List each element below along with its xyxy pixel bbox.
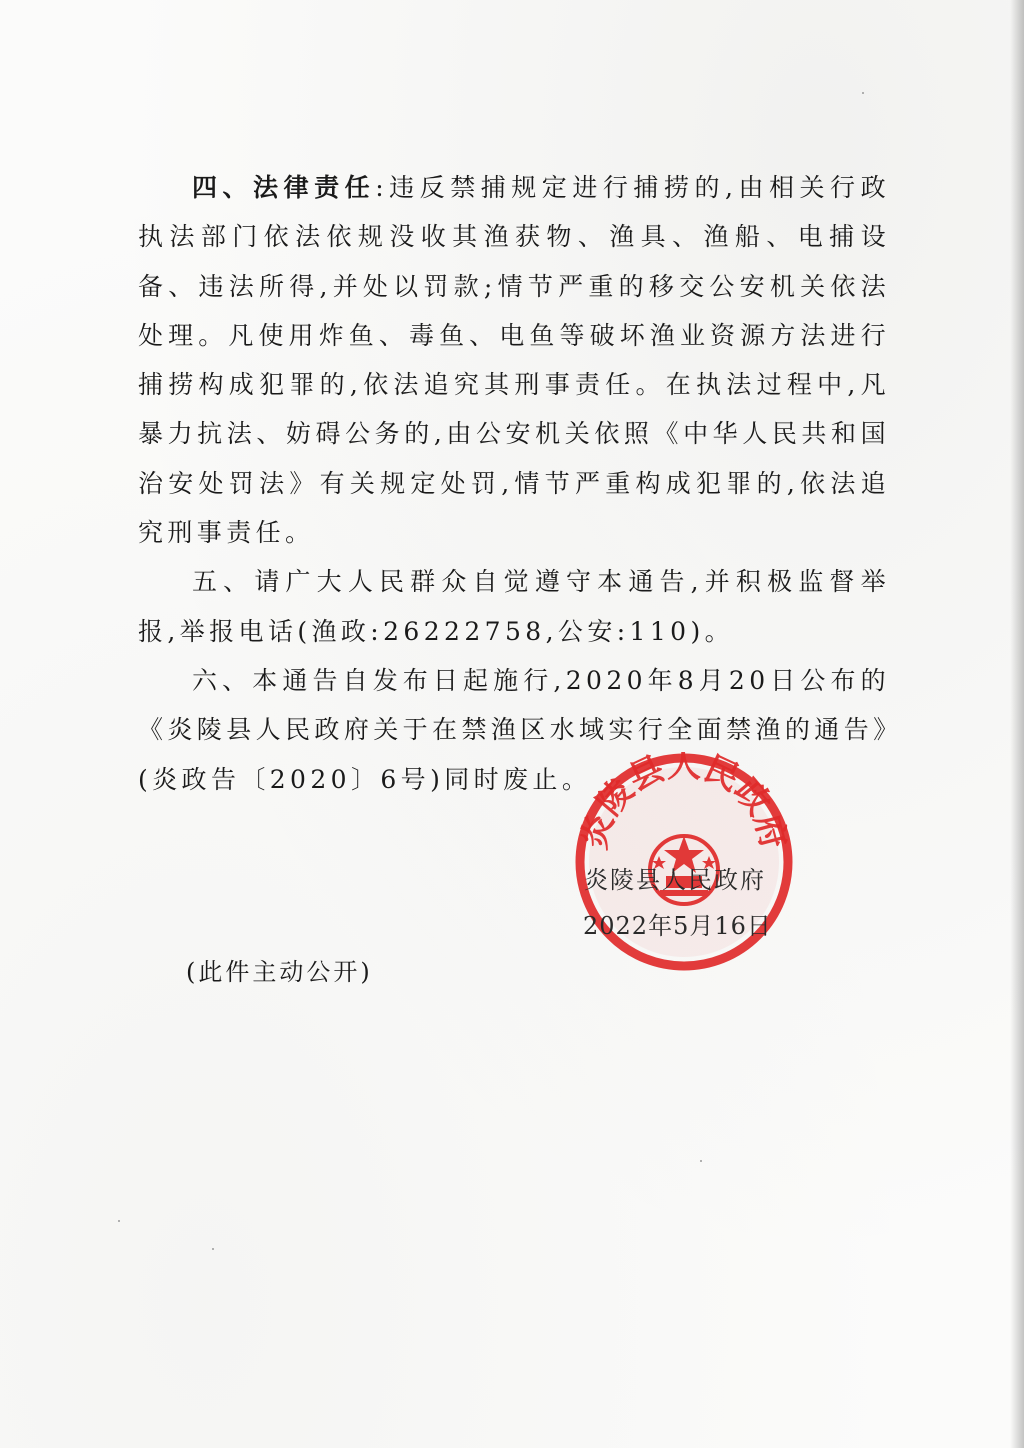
section-text: :违反禁捕规定进行捕捞的,由相关行政执法部门依法依规没收其渔获物、渔具、渔船、电捕设备、违法所得,并处以罚款;情节严重的移交公安机关依法处理。凡使用炸鱼、毒鱼、电鱼等破坏渔业资源方法进行捕捞构成犯罪的,依法追究其刑事责任。在执法过程中,凡暴力抗法、妨碍公务的,由公安机关依照《中华人民共和国治安处罚法》有关规定处罚,情节严重构成犯罪的,依法追究刑事责任。 xyxy=(138,173,890,548)
section-public-reporting: 五、请广大人民群众自觉遵守本通告,并积极监督举报,举报电话(渔政:26222758,公安:110)。 xyxy=(138,567,890,646)
scan-speck xyxy=(118,1220,120,1222)
disclosure-note: (此件主动公开) xyxy=(186,958,373,986)
scan-edge-shadow xyxy=(1010,0,1024,1448)
seal-text: 炎陵县人民政府 xyxy=(574,752,794,854)
scan-speck xyxy=(700,1160,702,1162)
signature-organization: 炎陵县人民政府 xyxy=(584,866,766,894)
scan-speck xyxy=(212,1248,214,1250)
signature-date: 2022年5月16日 xyxy=(583,912,772,940)
scan-speck xyxy=(862,92,864,94)
notice-body xyxy=(138,163,890,804)
section-heading: 四、法律责任 xyxy=(192,173,376,202)
section-effective-date: 六、本通告自发布日起施行,2020年8月20日公布的《炎陵县人民政府关于在禁渔区水域实行全面禁渔的通告》(炎政告〔2020〕6号)同时废止。 xyxy=(138,665,890,794)
section-legal-liability xyxy=(138,163,890,557)
